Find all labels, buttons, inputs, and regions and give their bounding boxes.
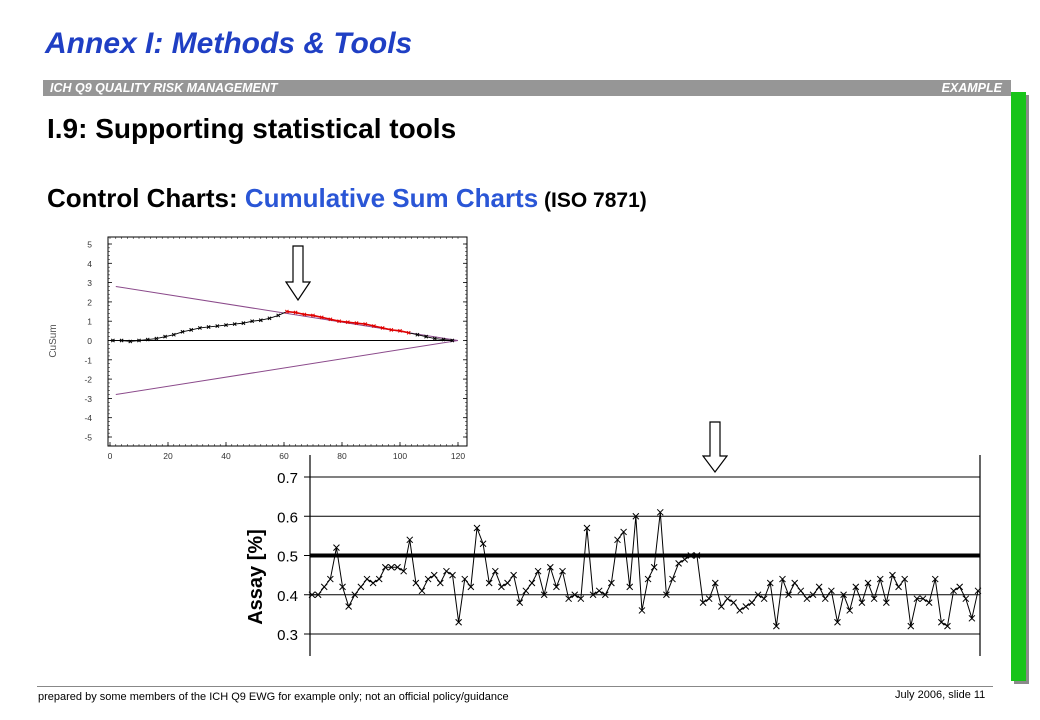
assay-data-point [853,584,859,590]
cusum-y-tick-label: 0 [87,336,92,346]
assay-data-point [804,596,810,602]
cusum-y-tick-label: -1 [84,355,92,366]
assay-data-point [535,568,541,574]
assay-data-point [706,596,712,602]
assay-data-point [761,596,767,602]
example-label: EXAMPLE [941,81,1002,95]
cusum-x-tick-label: 100 [392,451,408,461]
subheading-highlight: Cumulative Sum Charts [244,183,539,213]
assay-data-point [963,596,969,602]
assay-data-point [492,568,498,574]
footer-divider [37,686,993,687]
assay-data-point [523,588,529,594]
assay-y-tick-label: 0.4 [277,587,298,605]
assay-data-point [419,588,425,594]
cusum-y-tick-label: -4 [84,413,92,424]
cusum-y-tick-label: -5 [84,432,92,443]
footer-disclaimer: prepared by some members of the ICH Q9 EWG for example only; not an official policy/guidance [38,691,509,703]
assay-data-point [847,607,853,613]
assay-data-point [718,604,724,610]
cusum-y-tick-label: 3 [87,278,92,289]
arrow-down-icon [285,245,311,301]
assay-data-point [859,600,865,606]
cusum-y-tick-label: -2 [84,374,92,385]
assay-chart [236,453,986,658]
assay-y-tick-label: 0.7 [277,470,298,487]
cusum-y-tick-label: -3 [84,393,92,404]
subheading [47,183,647,214]
assay-data-point [425,576,431,582]
assay-data-point [431,572,437,578]
subheading-prefix: Control Charts: [47,183,245,213]
cusum-x-tick-label: 20 [163,451,173,461]
cusum-y-tick-label: 2 [87,297,92,308]
assay-data-point [896,584,902,590]
assay-data-point [321,584,327,590]
assay-data-point [346,604,352,610]
assay-y-tick-label: 0.6 [277,509,298,527]
assay-data-point [743,604,749,610]
assay-data-point [529,580,535,586]
assay-data-point [724,596,730,602]
cusum-x-tick-label: 60 [279,451,289,461]
subheading-standard: (ISO 7871) [538,189,647,212]
assay-data-point [731,600,737,606]
assay-y-tick-label: 0.5 [277,548,298,566]
cusum-x-tick-label: 0 [107,451,113,461]
footer-slide-info: July 2006, slide 11 [895,689,986,701]
cusum-x-tick-label: 40 [221,451,231,461]
assay-data-point [498,584,504,590]
assay-y-tick-label: 0.3 [277,627,298,644]
assay-data-point [596,588,602,594]
assay-data-point [437,580,443,586]
assay-data-point [376,576,382,582]
assay-data-point [505,580,511,586]
cusum-y-tick-label: 5 [87,239,92,250]
assay-data-point [364,576,370,582]
green-side-bar [1011,92,1026,681]
assay-y-axis-label: Assay [%] [245,529,267,625]
assay-data-point [358,584,364,590]
assay-data-point [737,607,743,613]
cusum-y-axis-label: CuSum [48,324,59,358]
assay-data-point [926,600,932,606]
assay-data-point [798,588,804,594]
assay-data-point [877,576,883,582]
assay-data-point [669,576,675,582]
assay-data-point [816,584,822,590]
cusum-y-tick-label: 4 [87,258,92,269]
cusum-x-tick-label: 80 [337,451,347,461]
assay-data-point [957,584,963,590]
assay-data-point [553,584,559,590]
cusum-chart [40,230,480,462]
assay-data-point [865,580,871,586]
header-band-label: ICH Q9 QUALITY RISK MANAGEMENT [50,81,278,95]
assay-data-point [370,580,376,586]
assay-data-point [792,580,798,586]
arrow-down-icon [702,421,728,473]
assay-data-point [443,568,449,574]
cusum-y-tick-label: 1 [87,316,92,327]
assay-series-line [312,512,978,626]
section-heading: I.9: Supporting statistical tools [47,113,457,144]
assay-data-point [676,560,682,566]
assay-data-point [712,580,718,586]
assay-data-point [871,596,877,602]
assay-data-point [749,600,755,606]
assay-data-point [822,596,828,602]
slide-title: Annex I: Methods & Tools [45,27,413,60]
cusum-x-tick-label: 120 [450,451,466,461]
